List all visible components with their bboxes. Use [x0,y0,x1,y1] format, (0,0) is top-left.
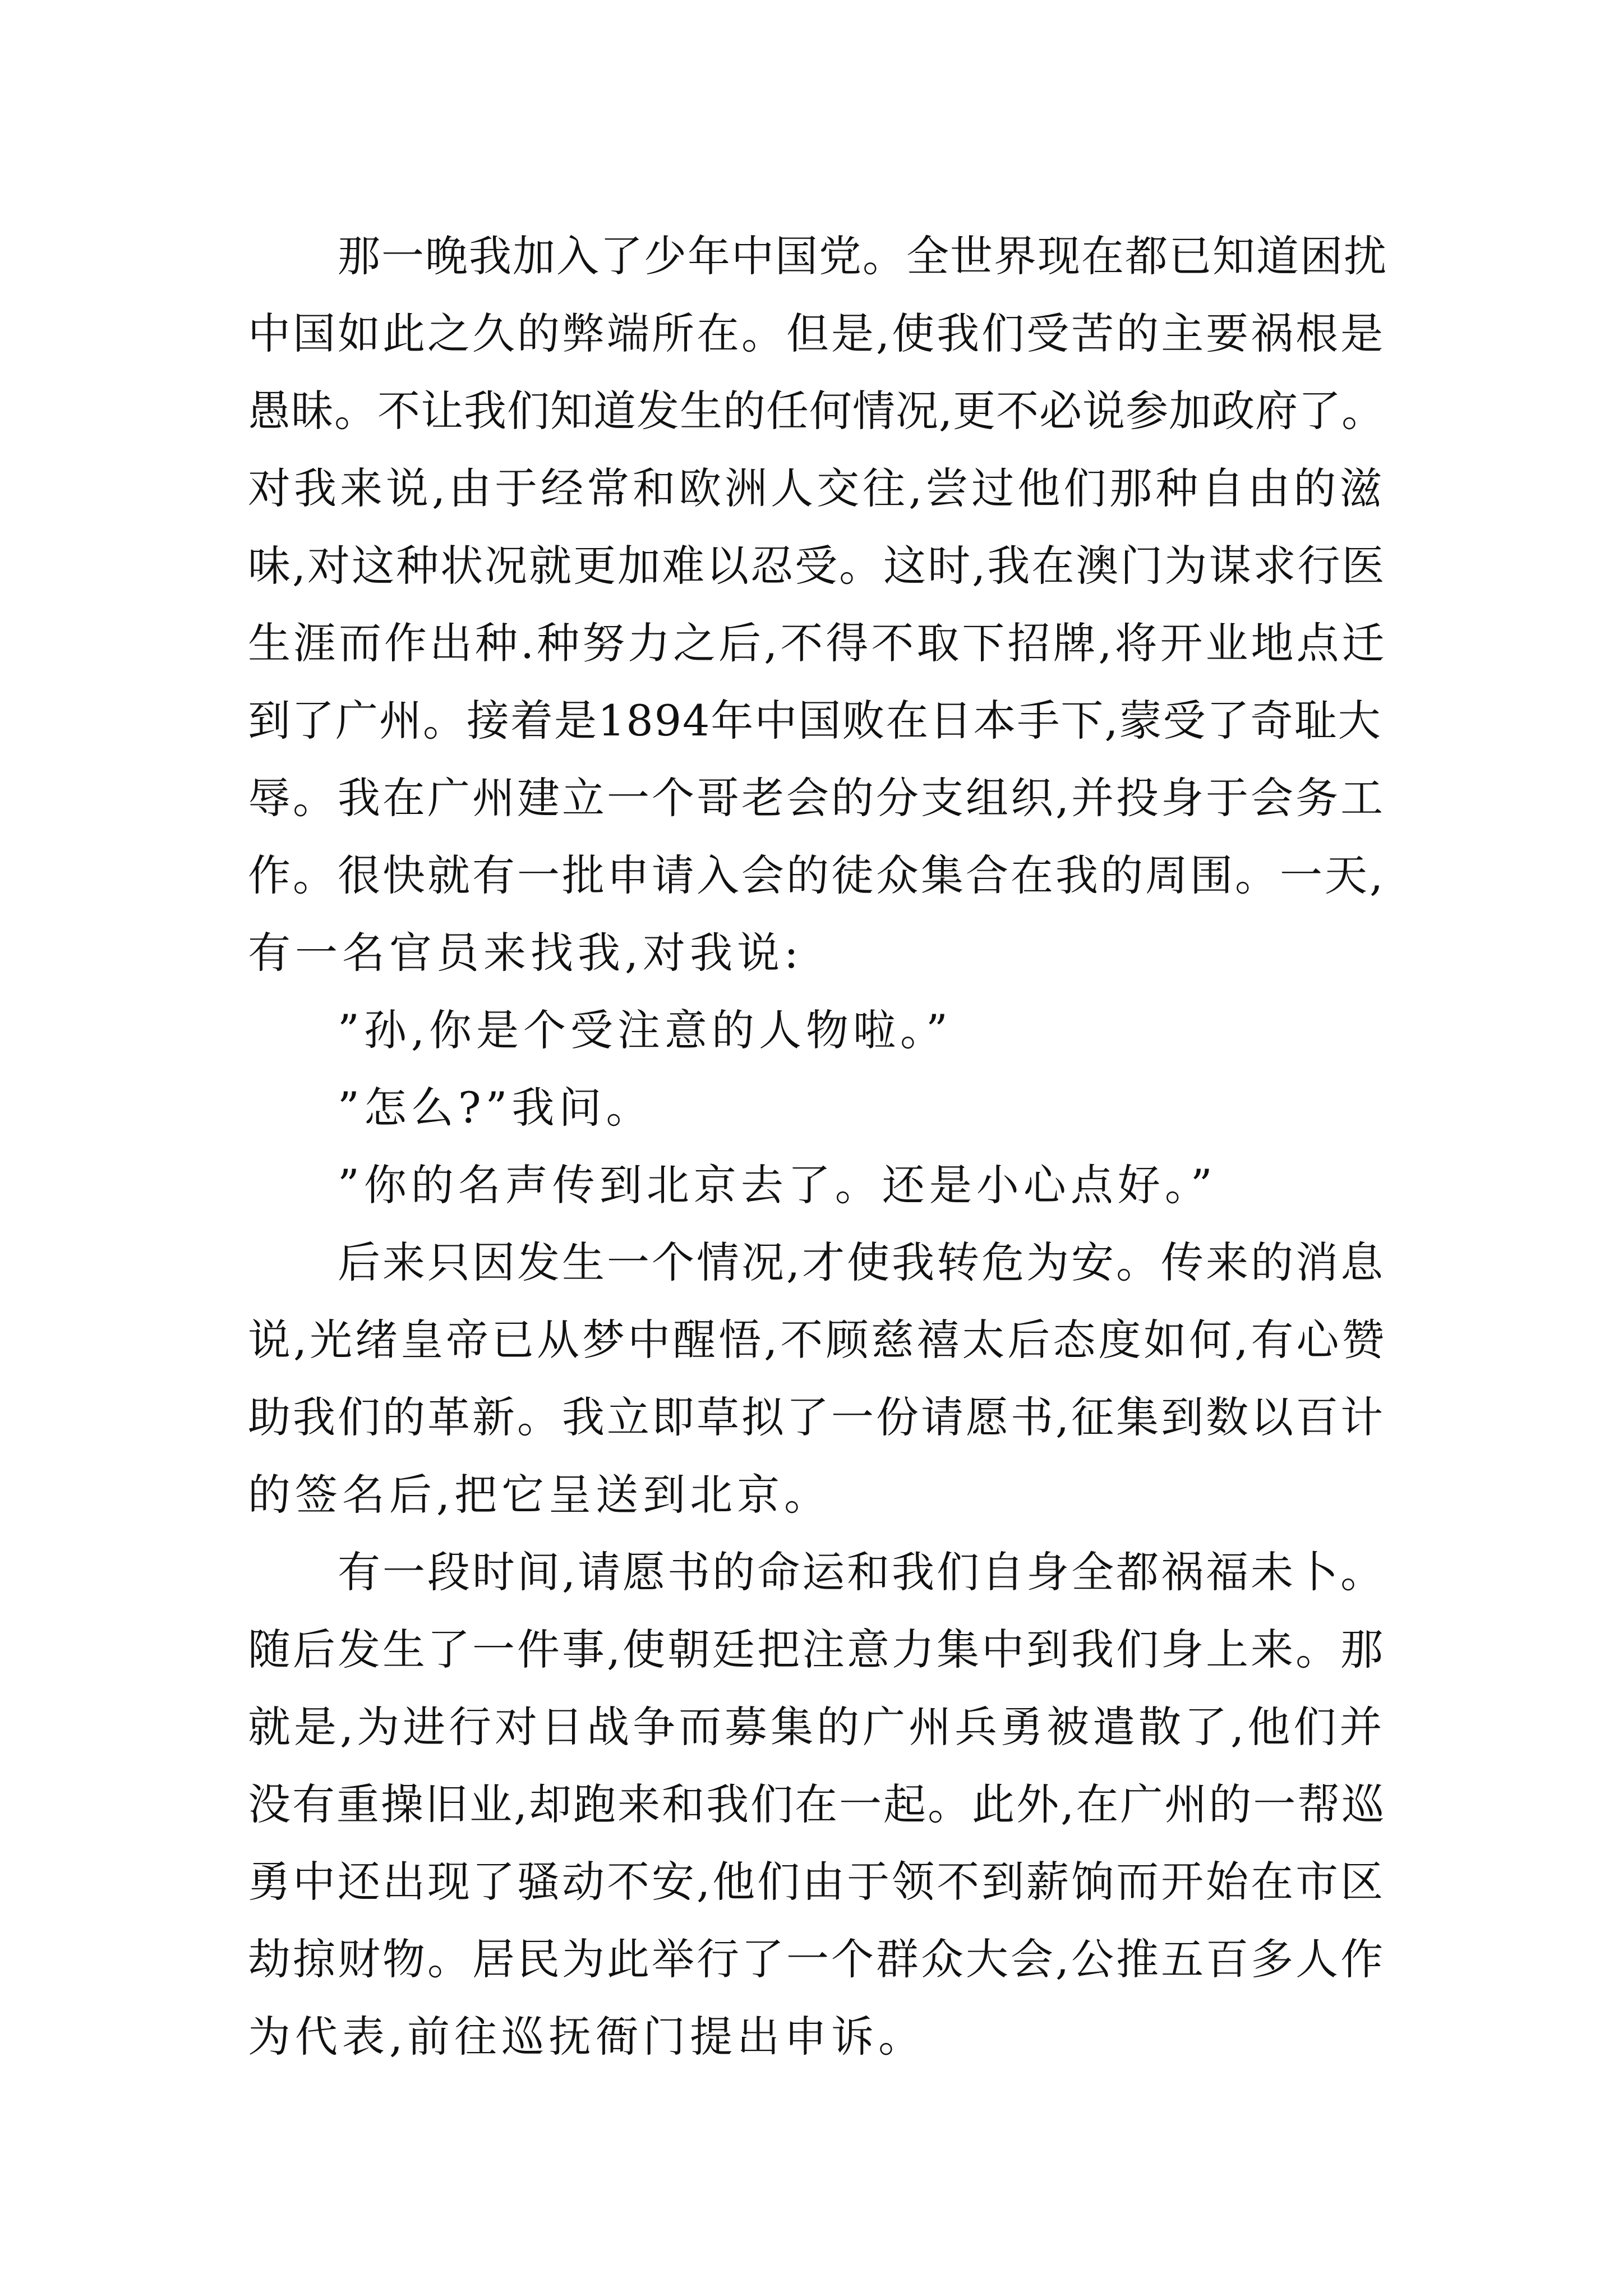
text-line: 后来只因发生一个情况,才使我转危为安。传来的消息 [338,1237,1386,1287]
text-line: 作。很快就有一批申请入会的徒众集合在我的周围。一天, [248,850,1386,900]
text-line: 辱。我在广州建立一个哥老会的分支组织,并投身于会务工 [248,773,1386,823]
text-line: 随后发生了一件事,使朝廷把注意力集中到我们身上来。那 [248,1625,1386,1674]
body-text [248,218,1392,2076]
text-line: 中国如此之久的弊端所在。但是,使我们受苦的主要祸根是 [248,309,1386,358]
text-line: 愚昧。不让我们知道发生的任何情况,更不必说参加政府了。 [248,386,1385,436]
text-line: 劫掠财物。居民为此举行了一个群众大会,公推五百多人作 [248,1934,1386,1984]
text-line: 味,对这种状况就更加难以忍受。这时,我在澳门为谋求行医 [248,541,1386,591]
dialogue-line: ”孙,你是个受注意的人物啦。” [338,1005,952,1055]
text-line: 有一名官员来找我,对我说: [248,928,803,978]
text-line: 为代表,前往巡抚衙门提出申诉。 [248,2012,926,2062]
text-line: 的签名后,把它呈送到北京。 [248,1470,832,1520]
dialogue-line: ”你的名声传到北京去了。还是小心点好。” [338,1160,1217,1210]
text-line: 对我来说,由于经常和欧洲人交往,尝过他们那种自由的滋 [248,463,1386,513]
text-line: 就是,为进行对日战争而募集的广州兵勇被遣散了,他们并 [248,1702,1386,1752]
text-line: 说,光绪皇帝已从梦中醒悟,不顾慈禧太后态度如何,有心赞 [248,1315,1387,1365]
text-line: 那一晚我加入了少年中国党。全世界现在都已知道困扰 [338,231,1387,281]
text-line: 没有重操旧业,却跑来和我们在一起。此外,在广州的一帮巡 [248,1779,1386,1829]
text-line: 生涯而作出种.种努力之后,不得不取下招牌,将开业地点迁 [248,618,1387,668]
text-line: 有一段时间,请愿书的命运和我们自身全都祸福未卜。 [338,1547,1386,1597]
dialogue-line: ”怎么?”我问。 [338,1083,653,1133]
text-line: 助我们的革新。我立即草拟了一份请愿书,征集到数以百计 [248,1392,1386,1442]
text-line: 勇中还出现了骚动不安,他们由于领不到薪饷而开始在市区 [248,1857,1386,1907]
text-line: 到了广州。接着是1894年中国败在日本手下,蒙受了奇耻大 [248,696,1382,746]
